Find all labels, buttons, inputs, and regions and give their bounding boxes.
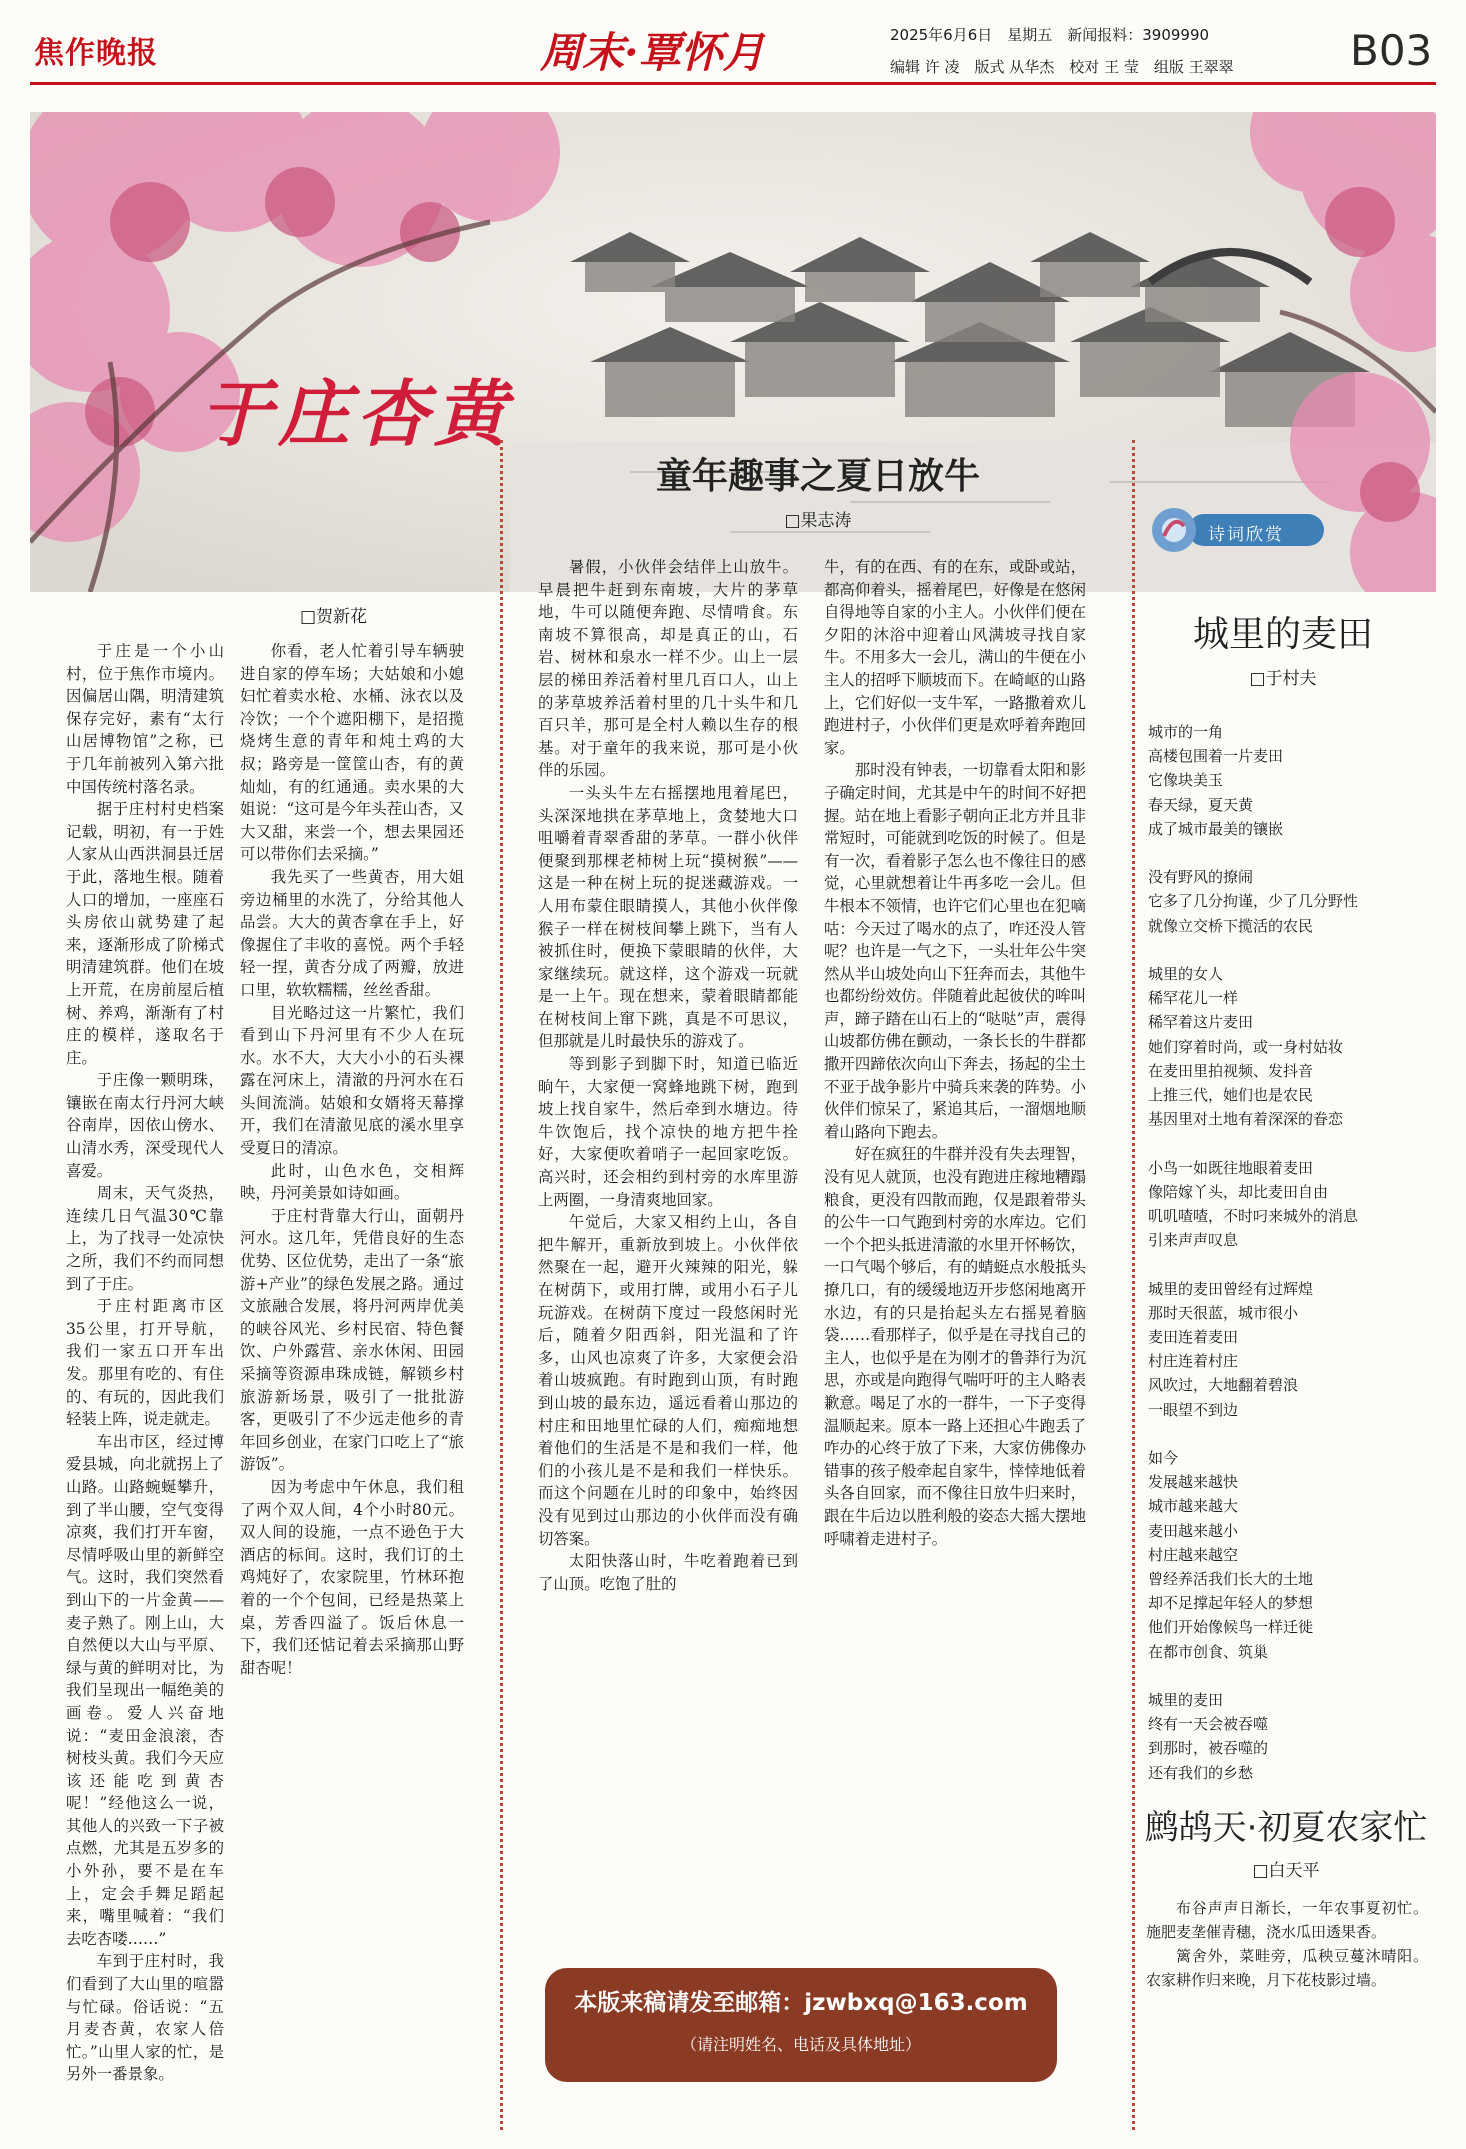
poem-stanza (1148, 1688, 1432, 1785)
poem-line: 城里的麦田 (1148, 1691, 1224, 1710)
paragraph: 因为考虑中午休息，我们租了两个双人间，4个小时80元。双人间的设施，一点不逊色于大酒店的标间。这时，我们订的土鸡炖好了，农家院里，竹林环抱着的一个个包间，已经是热菜上桌，芳香四溢了。饭后休息一下，我们还惦记着去采摘那山野甜杏呢！ (240, 1477, 464, 1677)
poem-line: 在都市创食、筑巢 (1148, 1642, 1269, 1661)
poem-stanza (1148, 865, 1432, 938)
paragraph: 暑假，小伙伴会结伴上山放牛。早晨把牛赶到东南坡，大片的茅草地，牛可以随便奔跑、尽情啃食。东南坡不算很高，却是真正的山，石岩、树林和泉水一样不少。山上一层层的梯田养活着村里几百口人，山上的茅草坡养活着村里的几十头牛和几百只羊，那可是全村人赖以生存的根基。对于童年的我来说，那可是小伙伴的乐园。 (538, 558, 798, 780)
poem-line: 麦田连着麦田 (1148, 1328, 1239, 1347)
paragraph: 目光略过这一片繁忙，我们看到山下丹河里有不少人在玩水。水不大，大大小小的石头裸露在河床上，清澈的丹河水在石头间流淌。姑娘和女婿将天幕撑开，我们在清澈见底的溪水里享受夏日的清凉。 (240, 1003, 464, 1158)
poem2-author: □白天平 (1252, 1861, 1320, 1881)
date-line: 2025年6月6日 星期五 新闻报料：3909990 (890, 26, 1210, 44)
poem-stanza (1148, 962, 1432, 1131)
poem-line: 到那时，被吞噬的 (1148, 1739, 1269, 1758)
poem-title: 城里的麦田 (1192, 614, 1373, 655)
poem-line: 城市的一角 (1148, 723, 1224, 741)
poem-stanza (1148, 720, 1432, 841)
paragraph: 等到影子到脚下时，知道已临近晌午，大家便一窝蜂地跳下树，跑到坡上找自家牛，然后牵到水塘边。待牛饮饱后，找个凉快的地方把牛拴好，大家便吹着哨子一起回家吃饭。高兴时，还会相约到村旁的水库里游上两圈，一身清爽地回家。 (538, 1055, 798, 1209)
poem2-title: 鹧鸪天·初夏农家忙 (1144, 1808, 1428, 1848)
article2-title: 童年趣事之夏日放牛 (655, 456, 980, 497)
paragraph: 牛，有的在西、有的在东，或卧或站，都高仰着头，摇着尾巴，好像是在悠闲自得地等自家的小主人。小伙伴们便在夕阳的沐浴中迎着山风满坡寻找自家牛。不用多大一会儿，满山的牛便在小主人的招呼下顺坡而下。在崎岖的山路上，它们好似一支牛军，一路撒着欢儿跑进村子，小伙伴们更是欢呼着奔跑回家。 (824, 558, 1086, 757)
paragraph: 好在疯狂的牛群并没有失去理智，没有见人就顶，也没有跑进庄稼地糟蹋粮食，更没有四散而跑，仅是跟着带头的公牛一口气跑到村旁的水库边。它们一个个把头抵进清澈的水里开怀畅饮，一口气喝个够后，有的蜻蜓点水般抵头撩几口，有的缓缓地迈开步悠闲地离开水边，有的只是抬起头左右摇晃着脑袋……看那样子，似乎是在寻找自己的主人，也似乎是在为刚才的鲁莽行为沉思，亦或是向跑得气喘吁吁的主人略表歉意。喝足了水的一群牛，一下子变得温顺起来。原本一路上还担心牛跑丢了咋办的心终于放了下来，大家仿佛像办错事的孩子般牵起自家牛，悻悻地低着头各自回家，而不像往日放牛归来时，跟在牛后边以胜利般的姿态大摇大摆地呼啸着走进村子。 (824, 1145, 1086, 1548)
poem-line: 上推三代，她们也是农民 (1148, 1086, 1314, 1105)
article1-title: 于庄杏黄 (200, 371, 513, 456)
poem-badge-label: 诗词欣赏 (1208, 525, 1284, 545)
poem-line: 村庄连着村庄 (1148, 1352, 1239, 1371)
poem-line: 风吹过，大地翻着碧浪 (1148, 1376, 1299, 1395)
article2-column-1 (538, 556, 798, 1936)
paragraph: 于庄是一个小山村，位于焦作市境内。因偏居山隅，明清建筑保存完好，素有“太行山居博物馆”之称，已于几年前被列入第六批中国传统村落名录。 (66, 642, 224, 796)
poem-line: 没有野风的撩闹 (1148, 868, 1254, 887)
poem-stanza (1148, 1156, 1432, 1253)
poem-line: 村庄越来越空 (1148, 1545, 1239, 1564)
paragraph: 太阳快落山时，牛吃着跑着已到了山顶。吃饱了肚的 (538, 1552, 798, 1593)
poem-line: 那时天很蓝，城市很小 (1148, 1303, 1299, 1322)
poem2-body (1146, 1896, 1428, 1992)
page-number: B03 (1350, 26, 1433, 75)
poem-line: 却不足撑起年轻人的梦想 (1148, 1594, 1314, 1613)
newspaper-logo: 焦作晚报 (34, 36, 158, 71)
submission-email[interactable]: 本版来稿请发至邮箱：jzwbxq@163.com (574, 1990, 1028, 2016)
poem-line: 高楼包围着一片麦田 (1148, 747, 1284, 766)
article2-column-2 (824, 556, 1086, 1936)
poem-line: 小鸟一如既往地眼着麦田 (1148, 1158, 1314, 1177)
poem-body (1148, 720, 1432, 1785)
poem-line: 它像块美玉 (1148, 771, 1224, 790)
submission-box (545, 1968, 1057, 2082)
poem-line: 成了城市最美的镶嵌 (1148, 819, 1284, 838)
poem-line: 叽叽喳喳，不时叼来城外的消息 (1148, 1207, 1359, 1226)
poem-line: 基因里对土地有着深深的眷恋 (1148, 1110, 1344, 1129)
poem-line: 发展越来越快 (1148, 1473, 1239, 1492)
poem-stanza (1148, 1277, 1432, 1422)
paragraph: 于庄村背靠大行山，面朝丹河水。这几年，凭借良好的生态优势、区位优势，走出了一条“旅游+产业”的绿色发展之路。通过文旅融合发展，将丹河两岸优美的峡谷风光、乡村民宿、特色餐饮、户外露营、亲水休闲、田园采摘等资源串珠成链，解锁乡村旅游新场景，吸引了一批批游客，更吸引了不少远走他乡的青年回乡创业，在家门口吃上了“旅游饭”。 (240, 1206, 464, 1474)
poem-line: 城里的麦田曾经有过辉煌 (1148, 1279, 1314, 1298)
paragraph: 于庄像一颗明珠，镶嵌在南太行丹河大峡谷南岸，因依山傍水、山清水秀，深受现代人喜爱。 (66, 1071, 224, 1180)
paragraph: 你看，老人忙着引导车辆驶进自家的停车场；大姑娘和小媳妇忙着卖水枪、水桶、泳衣以及冷饮；一个个遮阳棚下，是招揽烧烤生意的青年和炖土鸡的大叔；路旁是一筐筐山杏，有的黄灿灿，有的红通通。卖水果的大姐说：“这可是今年头茬山杏，又大又甜，来尝一个，想去果园还可以带你们去采摘。” (240, 642, 464, 864)
paragraph: 那时没有钟表，一切靠看太阳和影子确定时间，尤其是中午的时间不好把握。站在地上看影子朝向正北方并且非常短时，可能就到吃饭的时候了。但是有一次，看着影子怎么也不像往日的感觉，心里就想着让牛再多吃一会儿。但牛根本不领情，也许它们心里也在犯嘀咕：今天过了喝水的点了，咋还没人管呢？也许是一气之下，一头壮年公牛突然从半山坡处向山下狂奔而去，其他牛也都纷纷效仿。伴随着此起彼伏的哞叫声，蹄子踏在山石上的“哒哒”声，震得山坡都仿佛在颤动，一条长长的牛群都撒开四蹄依次向山下奔去，扬起的尘土不亚于战争影片中骑兵来袭的阵势。小伙伴们惊呆了，紧追其后，一溜烟地顺着山路向下跑去。 (824, 761, 1086, 1141)
column-divider (500, 440, 503, 2130)
article1-column-2 (240, 640, 464, 2140)
poem-line: 引来声声叹息 (1148, 1231, 1239, 1250)
article1-column-1 (66, 640, 224, 2140)
poem-line: 他们开始像候鸟一样迁徙 (1148, 1618, 1314, 1637)
poem-line: 它多了几分拘谨，少了几分野性 (1148, 892, 1359, 911)
poem2-line: 布谷声声日渐长，一年农事夏初忙。施肥麦垄催青穗，浇水瓜田透果香。 (1146, 1899, 1428, 1941)
poem-line: 如今 (1148, 1449, 1179, 1468)
paragraph: 此时，山色水色，交相辉映，丹河美景如诗如画。 (240, 1161, 464, 1203)
paragraph: 午觉后，大家又相约上山，各自把牛解开，重新放到坡上。小伙伴依然聚在一起，避开火辣辣的阳光，躲在树荫下，或用打牌，或用小石子儿玩游戏。在树荫下度过一段悠闲时光后，随着夕阳西斜，阳光温和了许多，山风也凉爽了许多，大家便会沿着山坡疯跑。有时跑到山顶，有时跑到山坡的最东边，遥远看着山那边的村庄和田地里忙碌的人们，痴痴地想着他们的生活是不是和我们一样，他们的小孩儿是不是和我们一样快乐。而这个问题在儿时的印象中，始终因没有见到过山那边的小伙伴而没有确切答案。 (538, 1213, 798, 1548)
paragraph: 我先买了一些黄杏，用大姐旁边桶里的水洗了，分给其他人品尝。大大的黄杏拿在手上，好像握住了丰收的喜悦。两个手轻轻一捏，黄杏分成了两瓣，放进口里，软软糯糯，丝丝香甜。 (240, 867, 464, 999)
paragraph: 车到于庄村时，我们看到了大山里的喧嚣与忙碌。俗话说：“五月麦杏黄，农家人倍忙。”山里人家的忙，是另外一番景象。 (66, 1952, 224, 2084)
paragraph: 车出市区，经过博爱县城，向北就拐上了山路。山路蜿蜒攀升，到了半山腰，空气变得凉爽，我们打开车窗，尽情呼吸山里的新鲜空气。这时，我们突然看到山下的一片金黄——麦子熟了。刚上山，大自然便以大山与平原、绿与黄的鲜明对比，为我们呈现出一幅绝美的画卷。爱人兴奋地说：“麦田金浪滚，杏树枝头黄。我们今天应该还能吃到黄杏呢！”经他这么一说，其他人的兴致一下子被点燃，尤其是五岁多的小外孙，要不是在车上，定会手舞足蹈起来，嘴里喊着：“我们去吃杏喽……” (66, 1432, 224, 1948)
poem-line: 像陪嫁丫头，却比麦田自由 (1148, 1182, 1329, 1201)
poem-line: 终有一天会被吞噬 (1148, 1715, 1269, 1734)
poem-stanza (1148, 1446, 1432, 1664)
poem-line: 稀罕花儿一样 (1148, 989, 1239, 1008)
staff-line: 编辑 许 凌 版式 从华杰 校对 王 莹 组版 王翠翠 (890, 58, 1234, 76)
column-divider (1132, 440, 1135, 2130)
poem-line: 曾经养活我们长大的土地 (1148, 1570, 1314, 1589)
poem-line: 春天绿，夏天黄 (1148, 795, 1254, 814)
paragraph: 据于庄村村史档案记载，明初，有一于姓人家从山西洪洞县迁居于此，落地生根。随着人口的增加，一座座石头房依山就势建了起来，逐渐形成了阶梯式明清建筑群。他们在坡上开荒，在房前屋后植树、养鸡，渐渐有了村庄的模样，遂取名于庄。 (66, 800, 224, 1067)
poem-line: 还有我们的乡愁 (1148, 1763, 1254, 1782)
poem-line: 在麦田里拍视频、发抖音 (1148, 1061, 1314, 1080)
poem-line: 一眼望不到边 (1148, 1400, 1239, 1419)
poem-line: 就像立交桥下揽活的农民 (1148, 916, 1314, 935)
masthead-rule (30, 82, 1436, 85)
paragraph: 一头头牛左右摇摆地甩着尾巴，头深深地拱在茅草地上，贪婪地大口咀嚼着青翠香甜的茅草。一群小伙伴便聚到那棵老柿树上玩“摸树猴”——这是一种在树上玩的捉迷藏游戏。一人用布蒙住眼睛摸人，其他小伙伴像猴子一样在树枝间攀上跳下，当有人被抓住时，便换下蒙眼睛的伙伴，大家继续玩。就这样，这个游戏一玩就是一上午。现在想来，蒙着眼睛都能在树枝间上窜下跳，真是不可思议，但那就是儿时最快乐的游戏了。 (538, 783, 798, 1051)
poem-line: 城市越来越大 (1148, 1497, 1239, 1516)
submission-note: （请注明姓名、电话及具体地址） (680, 2035, 921, 2054)
paragraph: 于庄村距离市区35公里，打开导航，我们一家五口开车出发。那里有吃的、有住的、有玩的，因此我们轻装上阵，说走就走。 (66, 1297, 224, 1429)
section-title: 周末·覃怀月 (540, 28, 765, 77)
poem-line: 稀罕着这片麦田 (1148, 1013, 1254, 1032)
article2-author: □果志涛 (784, 511, 852, 531)
poem-line: 城里的女人 (1148, 965, 1224, 983)
poem-line: 她们穿着时尚，或一身村姑妆 (1148, 1037, 1344, 1056)
paragraph: 周末，天气炎热，连续几日气温30℃靠上，为了找寻一处凉快之所，我们不约而同想到了于庄。 (66, 1184, 224, 1293)
poem-author: □于村夫 (1249, 669, 1317, 689)
poem2-line: 篱舍外，菜畦旁，瓜秧豆蔓沐晴阳。农家耕作归来晚，月下花枝影过墙。 (1146, 1947, 1428, 1989)
article1-author: □贺新花 (300, 607, 368, 627)
poem-line: 麦田越来越小 (1148, 1521, 1239, 1540)
